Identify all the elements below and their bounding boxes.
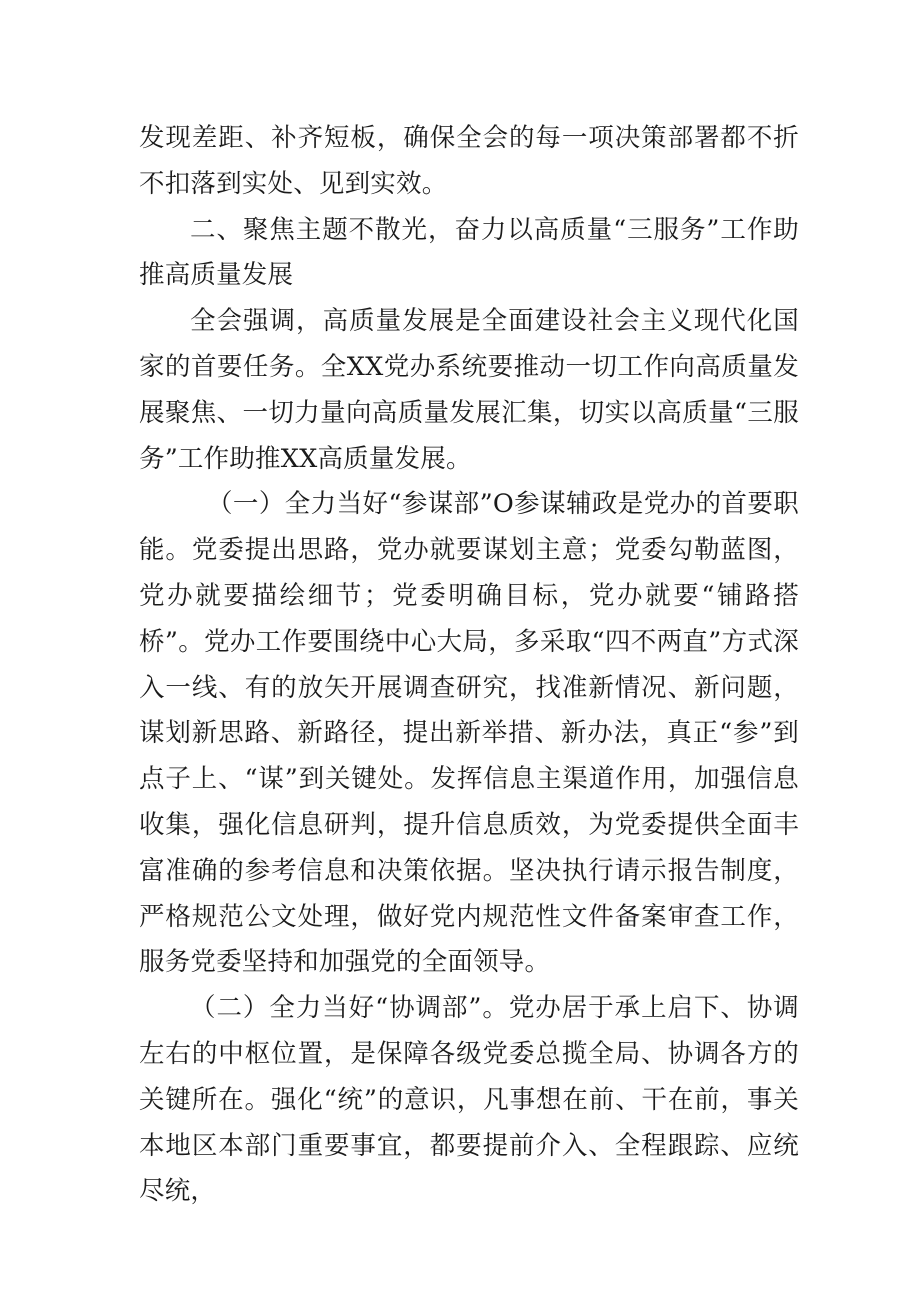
section-heading: 二、聚焦主题不散光，奋力以高质量“三服务”工作助推高质量发展: [139, 214, 799, 291]
paragraph-advisory: （一）全力当好“参谋部”O参谋辅政是党办的首要职能。党委提出思路，党办就要谋划主意；党委勾勒蓝图，党办就要描绘细节；党委明确目标，党办就要“铺路搭桥”。党办工作要围绕中心大局，多采取“四不两直”方式深入一线、有的放矢开展调查研究，找准新情况、新问题，谋划新思路、新路径，提出新举措、新办法，真正“参”到点子上、“谋”到关键处。发挥信息主渠道作用，加强信息收集，强化信息研判，提升信息质效，为党委提供全面丰富准确的参考信息和决策依据。坚决执行请示报告制度，严格规范公文处理，做好党内规范性文件备案审查工作，服务党委坚持和加强党的全面领导。: [139, 489, 799, 978]
paragraph-plenary: 全会强调，高质量发展是全面建设社会主义现代化国家的首要任务。全XX党办系统要推动一切工作向高质量发展聚焦、一切力量向高质量发展汇集，切实以高质量“三服务”工作助推XX高质量发展。: [139, 306, 799, 474]
paragraph-coordination: （二）全力当好“协调部”。党办居于承上启下、协调左右的中枢位置，是保障各级党委总揽全局、协调各方的关键所在。强化“统”的意识，凡事想在前、干在前，事关本地区本部门重要事宜，都要提前介入、全程跟踪、应统尽统，: [139, 993, 799, 1207]
paragraph-continuation: 发现差距、补齐短板，确保全会的每一项决策部署都不折不扣落到实处、见到实效。: [139, 123, 799, 199]
document-body: [139, 116, 799, 1215]
